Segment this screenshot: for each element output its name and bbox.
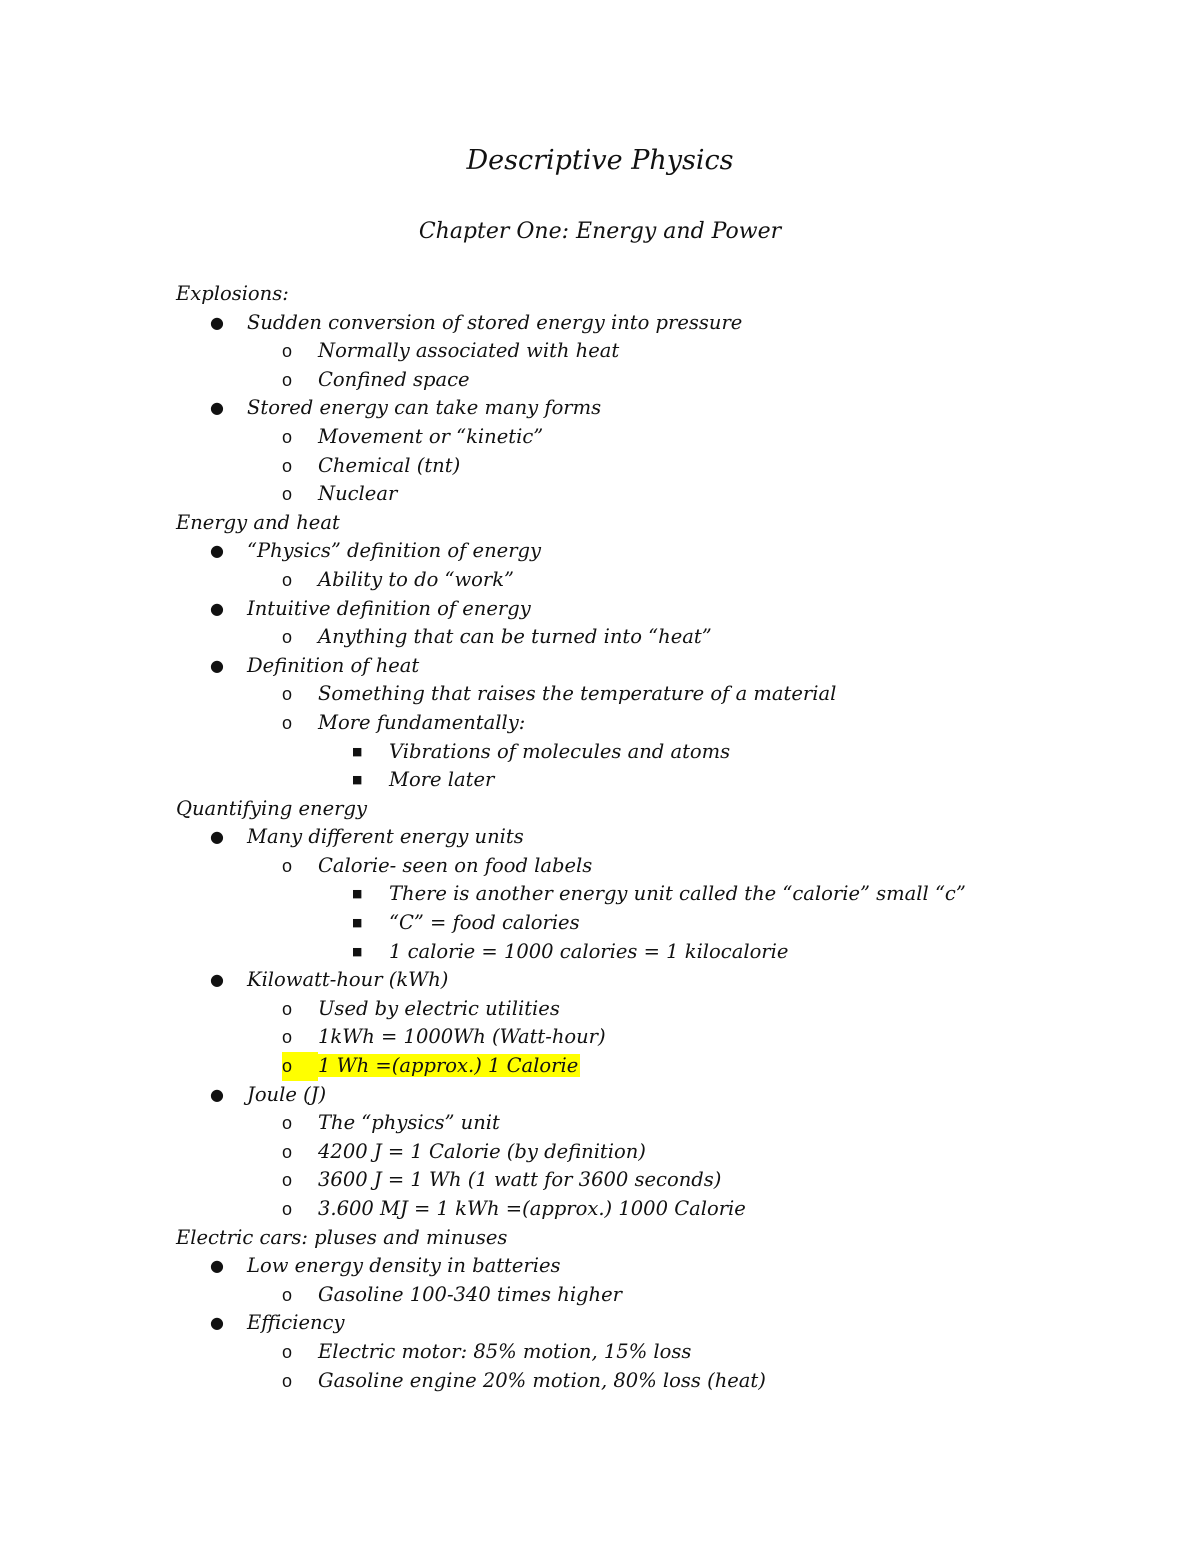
list-item — [0, 394, 1200, 423]
list-item-text: More later — [389, 768, 495, 792]
list-item — [0, 1166, 1200, 1195]
list-item-text: Ability to do “work” — [318, 567, 515, 591]
list-item — [0, 1252, 1200, 1281]
list-item-text: The “physics” unit — [318, 1111, 500, 1135]
list-item — [0, 995, 1200, 1024]
bullet-circle-icon: o — [282, 684, 293, 705]
list-item-text: 1kWh = 1000Wh (Watt-hour) — [318, 1025, 606, 1049]
bullet-dot-icon: ● — [210, 598, 224, 618]
list-item — [0, 1309, 1200, 1338]
list-item — [0, 1109, 1200, 1138]
list-item-text: 1 Wh =(approx.) 1 Calorie — [318, 1054, 579, 1078]
list-item-text: Calorie- seen on food labels — [318, 853, 593, 877]
list-item-text: “Physics” definition of energy — [247, 539, 542, 563]
list-item — [0, 680, 1200, 709]
bullet-dot-icon: ● — [210, 655, 224, 675]
bullet-circle-icon: o — [282, 369, 293, 390]
bullet-circle-icon: o — [282, 1113, 293, 1134]
chapter-subtitle: Chapter One: Energy and Power — [418, 219, 782, 244]
list-item-text: Gasoline engine 20% motion, 80% loss (heat) — [318, 1368, 766, 1392]
section-heading — [0, 1224, 1200, 1253]
bullet-circle-icon: o — [282, 426, 293, 447]
list-item-text: Low energy density in batteries — [247, 1254, 561, 1278]
bullet-square-icon: ■ — [352, 944, 363, 958]
list-item — [0, 480, 1200, 509]
list-item — [0, 823, 1200, 852]
bullet-circle-icon: o — [282, 998, 293, 1019]
bullet-dot-icon: ● — [210, 312, 224, 332]
section-heading-text: Electric cars: pluses and minuses — [176, 1225, 508, 1249]
list-item — [0, 966, 1200, 995]
notes-outline — [0, 280, 1200, 1395]
bullet-square-icon: ■ — [352, 887, 363, 901]
list-item-text: Intuitive definition of energy — [247, 596, 531, 620]
list-item — [0, 423, 1200, 452]
list-item — [0, 566, 1200, 595]
bullet-dot-icon: ● — [210, 1313, 224, 1333]
bullet-circle-icon: o — [282, 569, 293, 590]
list-item-text: Movement or “kinetic” — [318, 424, 544, 448]
list-item-text: Electric motor: 85% motion, 15% loss — [318, 1339, 692, 1363]
bullet-circle-icon: o — [282, 341, 293, 362]
bullet-circle-icon: o — [282, 455, 293, 476]
bullet-dot-icon: ● — [210, 1256, 224, 1276]
bullet-circle-icon: o — [282, 1027, 293, 1048]
section-heading-text: Explosions: — [176, 282, 289, 305]
list-item-text: Efficiency — [247, 1311, 345, 1335]
list-item — [0, 909, 1200, 938]
list-item — [0, 1052, 1200, 1081]
list-item-text: Gasoline 100-340 times higher — [318, 1282, 622, 1306]
list-item-text: Used by electric utilities — [318, 996, 560, 1020]
list-item — [0, 1281, 1200, 1310]
bullet-circle-icon: o — [282, 1170, 293, 1191]
list-item — [0, 1367, 1200, 1396]
bullet-circle-icon: o — [282, 1341, 293, 1362]
bullet-dot-icon: ● — [210, 541, 224, 561]
section-heading — [0, 795, 1200, 824]
list-item — [0, 452, 1200, 481]
list-item — [0, 738, 1200, 767]
list-item — [0, 1338, 1200, 1367]
bullet-circle-icon: o — [282, 855, 293, 876]
list-item — [0, 1081, 1200, 1110]
list-item-text: Many different energy units — [247, 825, 524, 849]
bullet-circle-icon: o — [282, 1370, 293, 1391]
bullet-circle-icon: o — [282, 627, 293, 648]
list-item-text: Joule (J) — [247, 1082, 327, 1106]
list-item — [0, 652, 1200, 681]
bullet-circle-icon: o — [282, 1141, 293, 1162]
bullet-square-icon: ■ — [352, 773, 363, 787]
list-item — [0, 880, 1200, 909]
bullet-circle-icon: o — [282, 484, 293, 505]
list-item-text: Sudden conversion of stored energy into pressure — [247, 310, 743, 334]
list-item — [0, 537, 1200, 566]
bullet-circle-icon: o — [282, 1052, 318, 1081]
bullet-circle-icon: o — [282, 1199, 293, 1219]
list-item — [0, 309, 1200, 338]
document-title: Descriptive Physics — [466, 145, 734, 176]
list-item-text: Confined space — [318, 367, 470, 391]
list-item — [0, 1023, 1200, 1052]
bullet-circle-icon: o — [282, 1284, 293, 1305]
list-item — [0, 366, 1200, 395]
bullet-dot-icon: ● — [210, 827, 224, 847]
list-item — [0, 1138, 1200, 1167]
section-heading — [0, 509, 1200, 538]
list-item-text: Nuclear — [318, 482, 398, 506]
list-item-text: Something that raises the temperature of a material — [318, 682, 837, 706]
bullet-dot-icon: ● — [210, 398, 224, 418]
bullet-square-icon: ■ — [352, 916, 363, 930]
list-item-text: “C” = food calories — [389, 911, 580, 935]
list-item — [0, 766, 1200, 795]
list-item-text: 4200 J = 1 Calorie (by definition) — [318, 1139, 646, 1163]
bullet-circle-icon: o — [282, 712, 293, 733]
section-heading — [0, 280, 1200, 309]
list-item-text: Stored energy can take many forms — [247, 396, 602, 420]
list-item-text: 3600 J = 1 Wh (1 watt for 3600 seconds) — [318, 1168, 722, 1192]
list-item — [0, 938, 1200, 967]
list-item-text: There is another energy unit called the “calorie” small “c” — [389, 882, 966, 906]
list-item-text: Anything that can be turned into “heat” — [318, 625, 712, 649]
section-heading-text: Energy and heat — [176, 510, 340, 534]
list-item-text: Vibrations of molecules and atoms — [389, 739, 731, 763]
list-item — [0, 337, 1200, 366]
bullet-dot-icon: ● — [210, 970, 224, 990]
list-item — [0, 595, 1200, 624]
list-item-text: More fundamentally: — [318, 710, 526, 734]
bullet-dot-icon: ● — [210, 1084, 224, 1104]
list-item — [0, 709, 1200, 738]
list-item-text: 1 calorie = 1000 calories = 1 kilocalorie — [389, 939, 789, 963]
list-item-text: Normally associated with heat — [318, 339, 620, 363]
list-item-text: 3.600 MJ = 1 kWh =(approx.) 1000 Calorie — [318, 1197, 746, 1220]
list-item — [0, 1195, 1200, 1224]
list-item-text: Definition of heat — [247, 653, 420, 677]
section-heading-text: Quantifying energy — [176, 796, 367, 820]
list-item — [0, 623, 1200, 652]
list-item — [0, 852, 1200, 881]
list-item-text: Kilowatt-hour (kWh) — [247, 968, 449, 992]
bullet-square-icon: ■ — [352, 744, 363, 758]
list-item-text: Chemical (tnt) — [318, 453, 461, 477]
